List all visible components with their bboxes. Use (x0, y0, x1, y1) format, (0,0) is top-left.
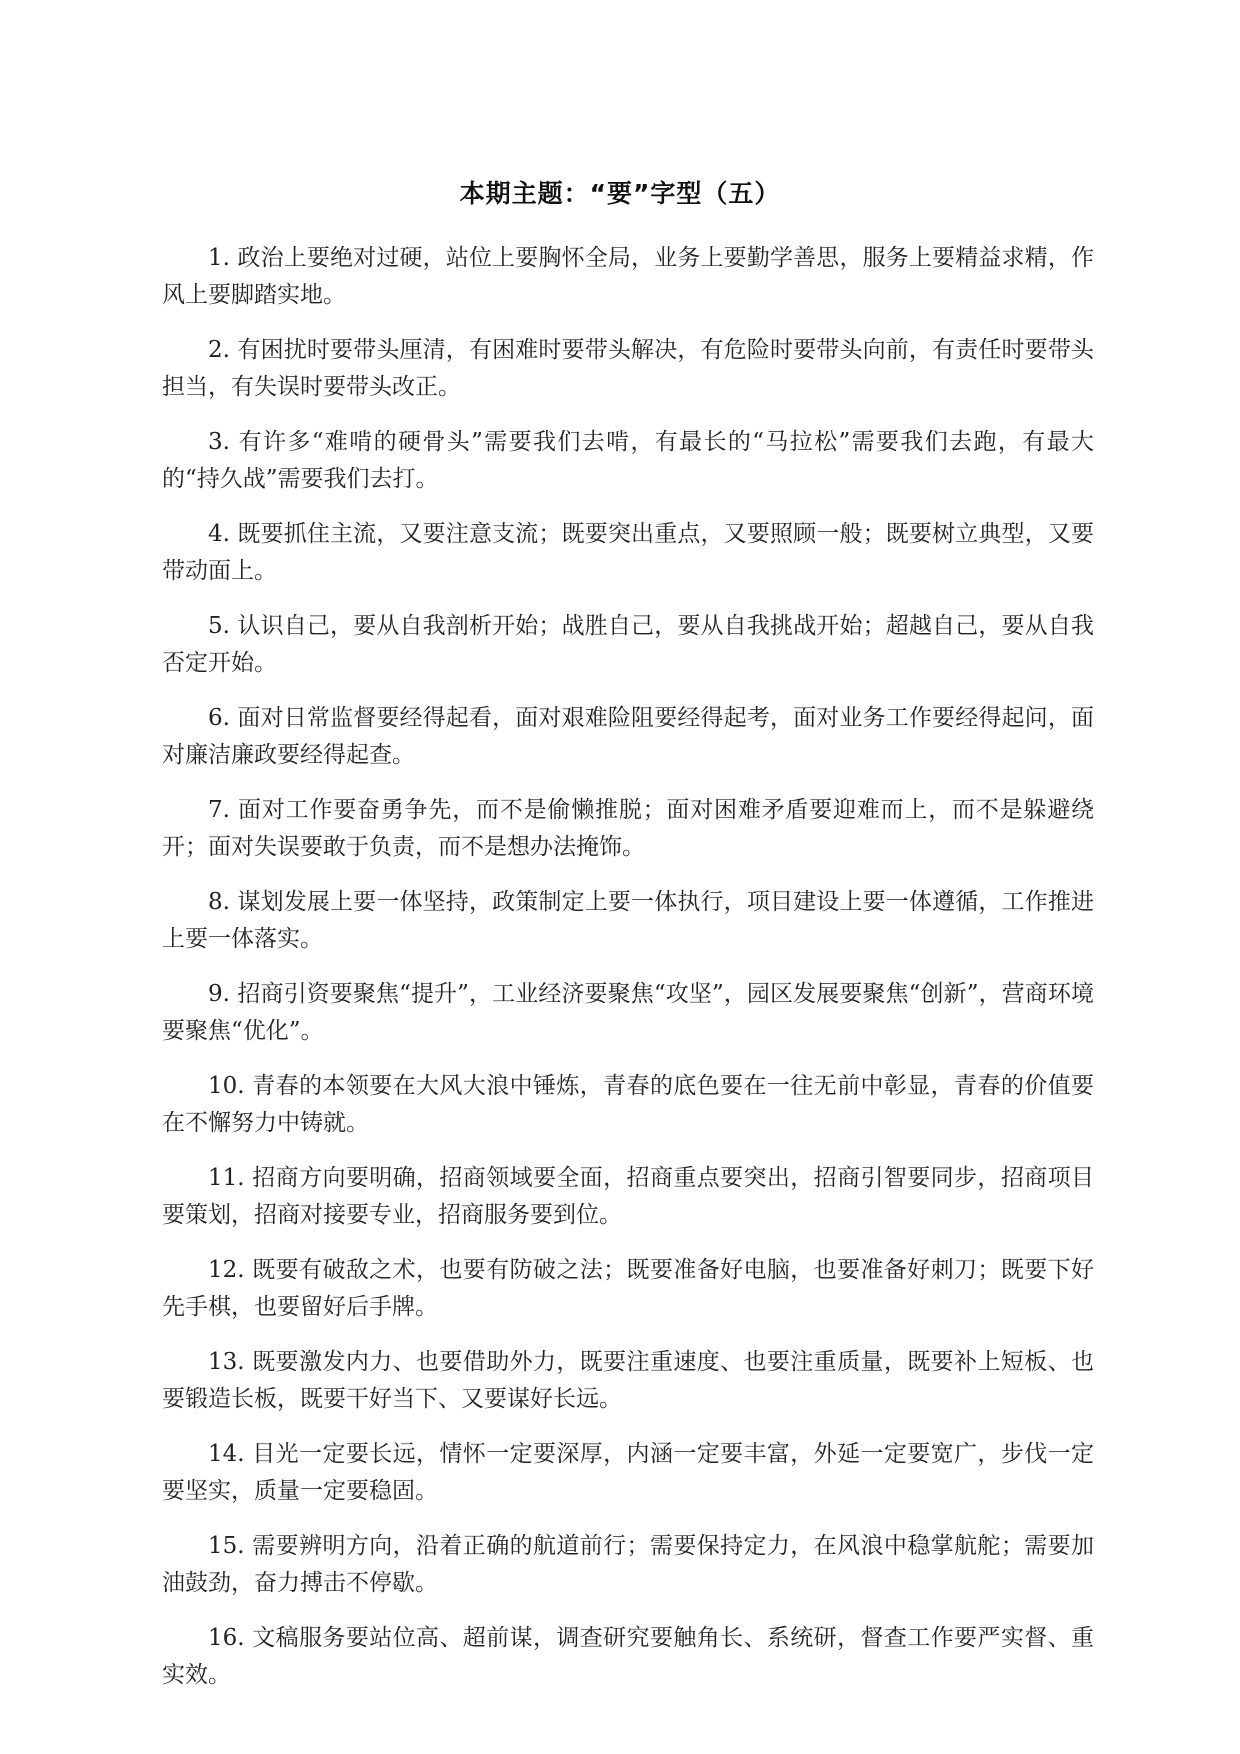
list-item: 12. 既要有破敌之术，也要有防破之法；既要准备好电脑，也要准备好刺刀；既要下好先手棋，也要留好后手牌。 (162, 1257, 1094, 1320)
list-item: 10. 青春的本领要在大风大浪中锤炼，青春的底色要在一往无前中彰显，青春的价值要在不懈努力中铸就。 (162, 1073, 1094, 1136)
list-item: 14. 目光一定要长远，情怀一定要深厚，内涵一定要丰富，外延一定要宽广，步伐一定要坚实，质量一定要稳固。 (162, 1441, 1094, 1504)
list-item: 16. 文稿服务要站位高、超前谋，调查研究要触角长、系统研，督查工作要严实督、重实效。 (162, 1625, 1094, 1688)
list-item: 3. 有许多“难啃的硬骨头”需要我们去啃，有最长的“马拉松”需要我们去跑，有最大的“持久战”需要我们去打。 (162, 429, 1094, 492)
list-item: 1. 政治上要绝对过硬，站位上要胸怀全局，业务上要勤学善思，服务上要精益求精，作风上要脚踏实地。 (162, 245, 1094, 308)
list-item: 11. 招商方向要明确，招商领域要全面，招商重点要突出，招商引智要同步，招商项目要策划，招商对接要专业，招商服务要到位。 (162, 1165, 1094, 1228)
list-item: 2. 有困扰时要带头厘清，有困难时要带头解决，有危险时要带头向前，有责任时要带头担当，有失误时要带头改正。 (162, 337, 1094, 400)
list-item: 9. 招商引资要聚焦“提升”，工业经济要聚焦“攻坚”，园区发展要聚焦“创新”，营商环境要聚焦“优化”。 (162, 981, 1094, 1044)
list-item: 7. 面对工作要奋勇争先，而不是偷懒推脱；面对困难矛盾要迎难而上，而不是躲避绕开；面对失误要敢于负责，而不是想办法掩饰。 (162, 797, 1094, 860)
list-item: 6. 面对日常监督要经得起看，面对艰难险阻要经得起考，面对业务工作要经得起问，面对廉洁廉政要经得起查。 (162, 705, 1094, 768)
item-list (162, 240, 1094, 1712)
list-item: 8. 谋划发展上要一体坚持，政策制定上要一体执行，项目建设上要一体遵循，工作推进上要一体落实。 (162, 889, 1094, 952)
list-item: 4. 既要抓住主流，又要注意支流；既要突出重点，又要照顾一般；既要树立典型，又要带动面上。 (162, 521, 1094, 584)
list-item: 13. 既要激发内力、也要借助外力，既要注重速度、也要注重质量，既要补上短板、也要锻造长板，既要干好当下、又要谋好长远。 (162, 1349, 1094, 1412)
list-item: 5. 认识自己，要从自我剖析开始；战胜自己，要从自我挑战开始；超越自己，要从自我否定开始。 (162, 613, 1094, 676)
list-item: 15. 需要辨明方向，沿着正确的航道前行；需要保持定力，在风浪中稳掌航舵；需要加油鼓劲，奋力搏击不停歇。 (162, 1533, 1094, 1596)
page-title: 本期主题：“要”字型（五） (459, 179, 781, 208)
